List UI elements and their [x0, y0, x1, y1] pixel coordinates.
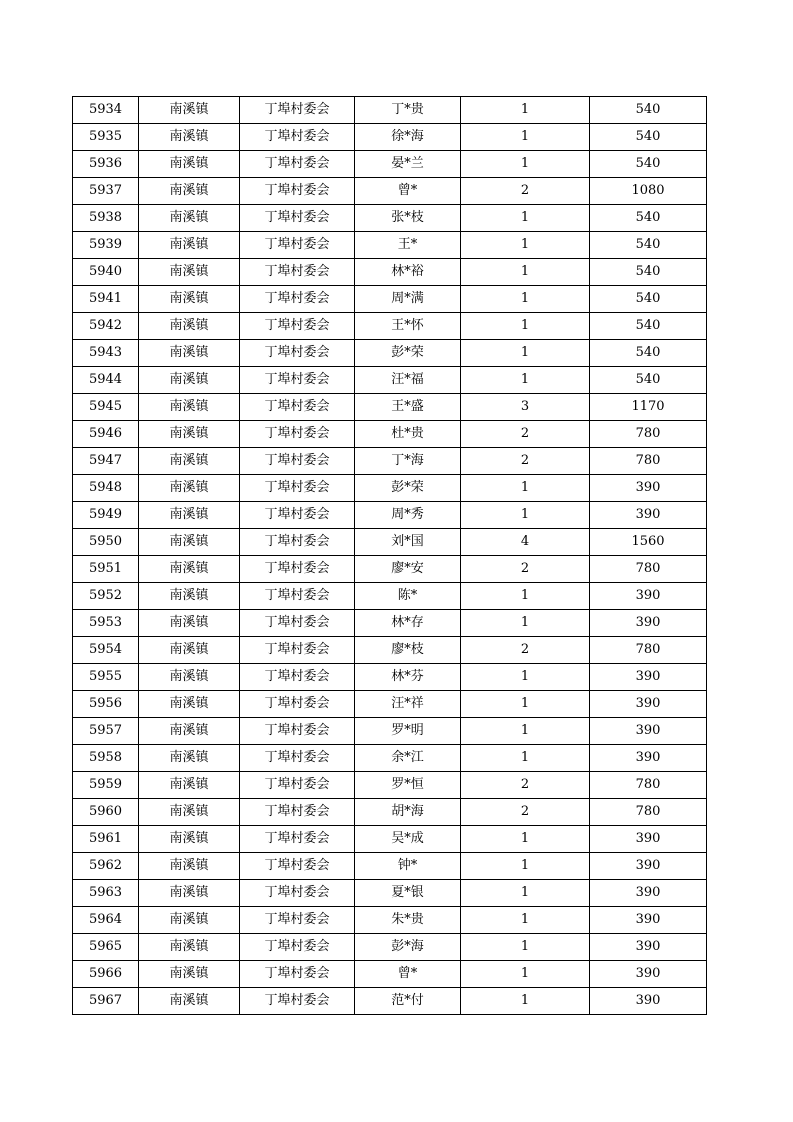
serial-number-cell: 5948	[73, 475, 139, 502]
person-name-cell: 彭*荣	[355, 475, 461, 502]
table-row	[73, 583, 707, 610]
town-cell: 南溪镇	[139, 97, 240, 124]
amount-cell: 540	[590, 340, 707, 367]
document-page	[72, 96, 706, 1015]
table-row	[73, 529, 707, 556]
town-cell: 南溪镇	[139, 259, 240, 286]
village-committee-cell: 丁埠村委会	[240, 340, 355, 367]
household-count-cell: 1	[461, 151, 590, 178]
village-committee-cell: 丁埠村委会	[240, 448, 355, 475]
amount-cell: 780	[590, 637, 707, 664]
person-name-cell: 刘*国	[355, 529, 461, 556]
serial-number-cell: 5961	[73, 826, 139, 853]
town-cell: 南溪镇	[139, 583, 240, 610]
amount-cell: 390	[590, 988, 707, 1015]
amount-cell: 780	[590, 799, 707, 826]
serial-number-cell: 5951	[73, 556, 139, 583]
town-cell: 南溪镇	[139, 934, 240, 961]
person-name-cell: 胡*海	[355, 799, 461, 826]
person-name-cell: 吴*成	[355, 826, 461, 853]
serial-number-cell: 5957	[73, 718, 139, 745]
town-cell: 南溪镇	[139, 178, 240, 205]
serial-number-cell: 5965	[73, 934, 139, 961]
household-count-cell: 2	[461, 637, 590, 664]
amount-cell: 540	[590, 313, 707, 340]
household-count-cell: 1	[461, 205, 590, 232]
serial-number-cell: 5958	[73, 745, 139, 772]
serial-number-cell: 5934	[73, 97, 139, 124]
town-cell: 南溪镇	[139, 232, 240, 259]
amount-cell: 390	[590, 826, 707, 853]
village-committee-cell: 丁埠村委会	[240, 556, 355, 583]
table-row	[73, 394, 707, 421]
amount-cell: 390	[590, 475, 707, 502]
town-cell: 南溪镇	[139, 475, 240, 502]
household-count-cell: 1	[461, 97, 590, 124]
table-row	[73, 907, 707, 934]
amount-cell: 390	[590, 853, 707, 880]
amount-cell: 390	[590, 907, 707, 934]
table-row	[73, 691, 707, 718]
person-name-cell: 夏*银	[355, 880, 461, 907]
person-name-cell: 罗*明	[355, 718, 461, 745]
serial-number-cell: 5964	[73, 907, 139, 934]
town-cell: 南溪镇	[139, 907, 240, 934]
serial-number-cell: 5950	[73, 529, 139, 556]
village-committee-cell: 丁埠村委会	[240, 637, 355, 664]
household-count-cell: 1	[461, 610, 590, 637]
town-cell: 南溪镇	[139, 367, 240, 394]
serial-number-cell: 5943	[73, 340, 139, 367]
table-row	[73, 421, 707, 448]
household-count-cell: 2	[461, 556, 590, 583]
household-count-cell: 1	[461, 475, 590, 502]
person-name-cell: 汪*福	[355, 367, 461, 394]
amount-cell: 1560	[590, 529, 707, 556]
household-count-cell: 2	[461, 178, 590, 205]
serial-number-cell: 5967	[73, 988, 139, 1015]
amount-cell: 390	[590, 961, 707, 988]
household-count-cell: 1	[461, 934, 590, 961]
serial-number-cell: 5944	[73, 367, 139, 394]
serial-number-cell: 5966	[73, 961, 139, 988]
table-row	[73, 340, 707, 367]
table-row	[73, 313, 707, 340]
serial-number-cell: 5952	[73, 583, 139, 610]
table-row	[73, 367, 707, 394]
town-cell: 南溪镇	[139, 205, 240, 232]
table-row	[73, 826, 707, 853]
household-count-cell: 1	[461, 340, 590, 367]
village-committee-cell: 丁埠村委会	[240, 718, 355, 745]
serial-number-cell: 5939	[73, 232, 139, 259]
household-count-cell: 1	[461, 853, 590, 880]
table-row	[73, 772, 707, 799]
amount-cell: 780	[590, 772, 707, 799]
table-row	[73, 232, 707, 259]
person-name-cell: 林*芬	[355, 664, 461, 691]
serial-number-cell: 5953	[73, 610, 139, 637]
household-count-cell: 4	[461, 529, 590, 556]
village-committee-cell: 丁埠村委会	[240, 934, 355, 961]
village-committee-cell: 丁埠村委会	[240, 178, 355, 205]
serial-number-cell: 5937	[73, 178, 139, 205]
village-committee-cell: 丁埠村委会	[240, 772, 355, 799]
person-name-cell: 林*存	[355, 610, 461, 637]
village-committee-cell: 丁埠村委会	[240, 988, 355, 1015]
table-row	[73, 178, 707, 205]
amount-cell: 390	[590, 718, 707, 745]
village-committee-cell: 丁埠村委会	[240, 745, 355, 772]
person-name-cell: 余*江	[355, 745, 461, 772]
serial-number-cell: 5938	[73, 205, 139, 232]
person-name-cell: 丁*贵	[355, 97, 461, 124]
table-body	[73, 97, 707, 1015]
table-row	[73, 637, 707, 664]
household-count-cell: 2	[461, 799, 590, 826]
table-row	[73, 259, 707, 286]
amount-cell: 780	[590, 556, 707, 583]
person-name-cell: 朱*贵	[355, 907, 461, 934]
village-committee-cell: 丁埠村委会	[240, 799, 355, 826]
serial-number-cell: 5956	[73, 691, 139, 718]
serial-number-cell: 5949	[73, 502, 139, 529]
household-count-cell: 1	[461, 502, 590, 529]
town-cell: 南溪镇	[139, 124, 240, 151]
town-cell: 南溪镇	[139, 448, 240, 475]
person-name-cell: 曾*	[355, 961, 461, 988]
household-count-cell: 1	[461, 367, 590, 394]
household-count-cell: 1	[461, 691, 590, 718]
amount-cell: 540	[590, 151, 707, 178]
person-name-cell: 晏*兰	[355, 151, 461, 178]
household-count-cell: 1	[461, 664, 590, 691]
amount-cell: 390	[590, 664, 707, 691]
amount-cell: 390	[590, 502, 707, 529]
town-cell: 南溪镇	[139, 502, 240, 529]
person-name-cell: 陈*	[355, 583, 461, 610]
town-cell: 南溪镇	[139, 313, 240, 340]
household-count-cell: 1	[461, 124, 590, 151]
table-row	[73, 664, 707, 691]
person-name-cell: 汪*祥	[355, 691, 461, 718]
town-cell: 南溪镇	[139, 529, 240, 556]
household-count-cell: 1	[461, 745, 590, 772]
household-count-cell: 3	[461, 394, 590, 421]
person-name-cell: 罗*恒	[355, 772, 461, 799]
amount-cell: 540	[590, 259, 707, 286]
household-count-cell: 2	[461, 772, 590, 799]
town-cell: 南溪镇	[139, 745, 240, 772]
town-cell: 南溪镇	[139, 664, 240, 691]
amount-cell: 1170	[590, 394, 707, 421]
table-row	[73, 556, 707, 583]
household-count-cell: 1	[461, 313, 590, 340]
serial-number-cell: 5947	[73, 448, 139, 475]
town-cell: 南溪镇	[139, 826, 240, 853]
serial-number-cell: 5940	[73, 259, 139, 286]
person-name-cell: 徐*海	[355, 124, 461, 151]
town-cell: 南溪镇	[139, 772, 240, 799]
person-name-cell: 周*满	[355, 286, 461, 313]
amount-cell: 780	[590, 448, 707, 475]
household-count-cell: 1	[461, 583, 590, 610]
serial-number-cell: 5959	[73, 772, 139, 799]
amount-cell: 390	[590, 745, 707, 772]
serial-number-cell: 5945	[73, 394, 139, 421]
person-name-cell: 范*付	[355, 988, 461, 1015]
household-count-cell: 2	[461, 421, 590, 448]
household-count-cell: 1	[461, 988, 590, 1015]
table-row	[73, 97, 707, 124]
village-committee-cell: 丁埠村委会	[240, 124, 355, 151]
amount-cell: 390	[590, 691, 707, 718]
household-count-cell: 2	[461, 448, 590, 475]
village-committee-cell: 丁埠村委会	[240, 502, 355, 529]
table-row	[73, 205, 707, 232]
table-row	[73, 988, 707, 1015]
town-cell: 南溪镇	[139, 988, 240, 1015]
person-name-cell: 钟*	[355, 853, 461, 880]
subsidy-table	[72, 96, 707, 1015]
town-cell: 南溪镇	[139, 961, 240, 988]
village-committee-cell: 丁埠村委会	[240, 880, 355, 907]
household-count-cell: 1	[461, 259, 590, 286]
town-cell: 南溪镇	[139, 637, 240, 664]
village-committee-cell: 丁埠村委会	[240, 664, 355, 691]
serial-number-cell: 5963	[73, 880, 139, 907]
person-name-cell: 廖*枝	[355, 637, 461, 664]
amount-cell: 1080	[590, 178, 707, 205]
village-committee-cell: 丁埠村委会	[240, 529, 355, 556]
village-committee-cell: 丁埠村委会	[240, 583, 355, 610]
village-committee-cell: 丁埠村委会	[240, 286, 355, 313]
amount-cell: 540	[590, 205, 707, 232]
table-row	[73, 961, 707, 988]
table-row	[73, 151, 707, 178]
village-committee-cell: 丁埠村委会	[240, 205, 355, 232]
person-name-cell: 王*	[355, 232, 461, 259]
household-count-cell: 1	[461, 961, 590, 988]
person-name-cell: 杜*贵	[355, 421, 461, 448]
person-name-cell: 廖*安	[355, 556, 461, 583]
village-committee-cell: 丁埠村委会	[240, 961, 355, 988]
amount-cell: 540	[590, 286, 707, 313]
amount-cell: 390	[590, 934, 707, 961]
table-row	[73, 745, 707, 772]
village-committee-cell: 丁埠村委会	[240, 367, 355, 394]
amount-cell: 540	[590, 97, 707, 124]
person-name-cell: 林*裕	[355, 259, 461, 286]
town-cell: 南溪镇	[139, 151, 240, 178]
town-cell: 南溪镇	[139, 718, 240, 745]
village-committee-cell: 丁埠村委会	[240, 151, 355, 178]
amount-cell: 540	[590, 124, 707, 151]
serial-number-cell: 5954	[73, 637, 139, 664]
table-row	[73, 799, 707, 826]
village-committee-cell: 丁埠村委会	[240, 907, 355, 934]
table-row	[73, 475, 707, 502]
person-name-cell: 丁*海	[355, 448, 461, 475]
serial-number-cell: 5935	[73, 124, 139, 151]
table-row	[73, 853, 707, 880]
serial-number-cell: 5946	[73, 421, 139, 448]
person-name-cell: 彭*海	[355, 934, 461, 961]
amount-cell: 540	[590, 232, 707, 259]
person-name-cell: 曾*	[355, 178, 461, 205]
table-row	[73, 718, 707, 745]
village-committee-cell: 丁埠村委会	[240, 313, 355, 340]
serial-number-cell: 5955	[73, 664, 139, 691]
town-cell: 南溪镇	[139, 691, 240, 718]
village-committee-cell: 丁埠村委会	[240, 853, 355, 880]
town-cell: 南溪镇	[139, 394, 240, 421]
table-row	[73, 286, 707, 313]
serial-number-cell: 5960	[73, 799, 139, 826]
household-count-cell: 1	[461, 907, 590, 934]
household-count-cell: 1	[461, 880, 590, 907]
household-count-cell: 1	[461, 718, 590, 745]
town-cell: 南溪镇	[139, 286, 240, 313]
village-committee-cell: 丁埠村委会	[240, 421, 355, 448]
table-row	[73, 880, 707, 907]
amount-cell: 780	[590, 421, 707, 448]
amount-cell: 390	[590, 880, 707, 907]
amount-cell: 390	[590, 583, 707, 610]
town-cell: 南溪镇	[139, 556, 240, 583]
town-cell: 南溪镇	[139, 610, 240, 637]
village-committee-cell: 丁埠村委会	[240, 475, 355, 502]
table-row	[73, 448, 707, 475]
village-committee-cell: 丁埠村委会	[240, 259, 355, 286]
town-cell: 南溪镇	[139, 853, 240, 880]
person-name-cell: 彭*荣	[355, 340, 461, 367]
town-cell: 南溪镇	[139, 880, 240, 907]
household-count-cell: 1	[461, 232, 590, 259]
serial-number-cell: 5936	[73, 151, 139, 178]
serial-number-cell: 5942	[73, 313, 139, 340]
amount-cell: 390	[590, 610, 707, 637]
serial-number-cell: 5941	[73, 286, 139, 313]
serial-number-cell: 5962	[73, 853, 139, 880]
table-row	[73, 502, 707, 529]
table-row	[73, 124, 707, 151]
town-cell: 南溪镇	[139, 799, 240, 826]
village-committee-cell: 丁埠村委会	[240, 826, 355, 853]
person-name-cell: 王*怀	[355, 313, 461, 340]
village-committee-cell: 丁埠村委会	[240, 97, 355, 124]
person-name-cell: 周*秀	[355, 502, 461, 529]
village-committee-cell: 丁埠村委会	[240, 394, 355, 421]
table-row	[73, 934, 707, 961]
town-cell: 南溪镇	[139, 340, 240, 367]
village-committee-cell: 丁埠村委会	[240, 691, 355, 718]
table-row	[73, 610, 707, 637]
town-cell: 南溪镇	[139, 421, 240, 448]
village-committee-cell: 丁埠村委会	[240, 232, 355, 259]
household-count-cell: 1	[461, 826, 590, 853]
person-name-cell: 张*枝	[355, 205, 461, 232]
household-count-cell: 1	[461, 286, 590, 313]
amount-cell: 540	[590, 367, 707, 394]
village-committee-cell: 丁埠村委会	[240, 610, 355, 637]
person-name-cell: 王*盛	[355, 394, 461, 421]
